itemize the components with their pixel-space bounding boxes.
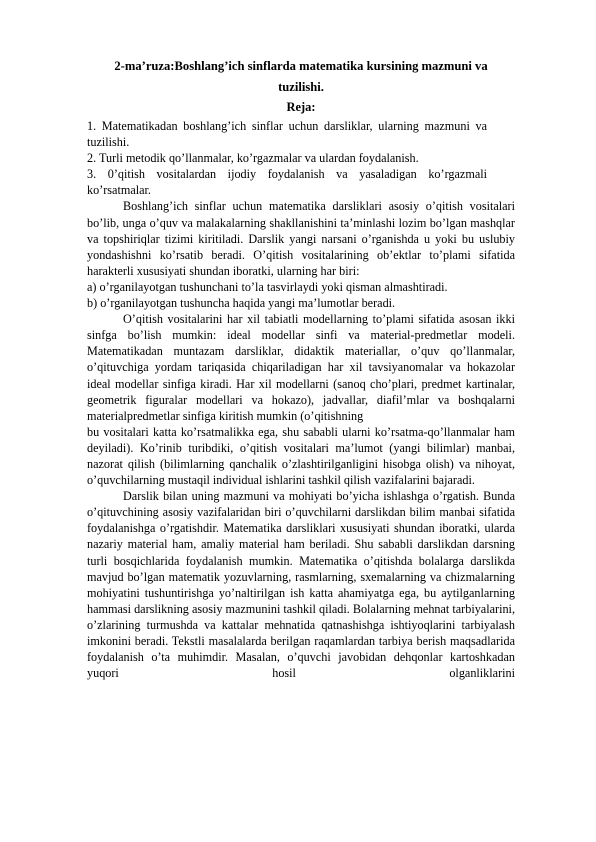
plan-item-2: 2. Turli metodik qo’llanmalar, ko’rgazmalar va ulardan foydalanish. [87, 151, 419, 166]
paragraph-2: O’qitish vositalarini har xil tabiatli modellarning to’plami sifatida asosan ikki sinfga bo’lish mumkin: ideal modellar sinfi va material-predmetlar modeli. Matematikadan muntazam darsliklar, didaktik materiallar, o’quv qo’llanmalar, o’qituvchiga yordam tariqasida chiqariladigan har xil tavsiyanomalar va hokazolar ideal modellar sinfiga kiradi. Har xil modellarni (sanoq cho’plari, predmet kartinalar, geometrik figuralar modellari va hokazo), jadvallar, diafil’mlar va boshqalarni materialpredmetlar sinfiga kiritish mumkin (o’qitishning [87, 312, 515, 423]
document-title [87, 56, 515, 98]
document-page [87, 56, 515, 681]
paragraph-4: Darslik bilan uning mazmuni va mohiyati bo’yicha ishlashga o’rgatish. Bunda o’qituvchining asosiy vazifalaridan biri o’quvchilarni darslikdan bilim manbai sifatida foydalanishga o’rgatishdir. Matematika darsliklari xususiyati shundan iboratki, ularda nazariy material ham, amaliy material ham beriladi. Shu sababli darslikdan darsning turli bosqichlarida foydalanish mumkin. Matematika o’qitishda bolalarga darslikda mavjud bo’lgan matematik yozuvlarning, rasmlarning, sxemalarning va chizmalarning mohiyatini tushuntirishga yo’naltirilgan ish katta ahamiyatga ega, bu aytilganlarning hammasi darslikning asosiy mazmunini tashkil qiladi. Bolalarning mehnat tarbiyalarini, o’zlarining turmushda va kattalar mehnatida qatnashishga ishtiyoqlarini tarbiyalash imkonini beradi. Tekstli masalalarda berilgan raqamlardan tarbiya berish maqsadlarida foydalanish o’ta muhimdir. Masalan, o’quvchi javobidan dehqonlar kartoshkadan yuqori hosil olganliklarini [87, 489, 515, 681]
paragraph-1: Boshlang’ich sinflar uchun matematika darsliklari asosiy o’qitish vositalari bo’lib, unga o’quv va malakalarning shakllanishini ta’minlashi lozim bo’lgan mashqlar va topshiriqlar tizimi kiritiladi. Darslik yangi narsani o’rganishda u yoki bu uslubiy yondashishni ko’rsatib beradi. O’qitish vositalarining ob’ektlar to’plami sifatida harakterli xususiyati shundan iboratki, ularning har biri: [87, 199, 515, 278]
plan-item-1: 1. Matematikadan boshlang’ich sinflar uchun darsliklar, ularning mazmuni va tuzilishi. [87, 119, 487, 150]
plan-item-3: 3. 0’qitish vositalardan ijodiy foydalanish va yasaladigan ko’rgazmali ko’rsatmalar. [87, 167, 487, 198]
paragraph-3: bu vositalari katta ko’rsatmalikka ega, shu sababli ularni ko’rsatma-qo’llanmalar ham deyiladi). Ko’rinib turibdiki, o’qitish vositalari ma’lumot (yangi bilimlar) manbai, nazorat qilish (bilimlarning qanchalik o’zlashtirilganligini hisobga olish) va nihoyat, o’quvchilarning mustaqil individual ishlarini tashkil qilish vazifalarini bajaradi. [87, 424, 515, 488]
plan-heading: Reja: [286, 100, 316, 114]
title-line-1: 2-ma’ruza:Boshlang’ich sinflarda matematika kursining mazmuni va [114, 59, 488, 73]
title-line-2: tuzilishi. [278, 80, 324, 94]
list-item-a: a) o’rganilayotgan tushunchani to’la tasvirlaydi yoki qisman almashtiradi. [87, 279, 448, 294]
list-item-b: b) o’rganilayotgan tushuncha haqida yangi ma’lumotlar beradi. [87, 296, 396, 311]
